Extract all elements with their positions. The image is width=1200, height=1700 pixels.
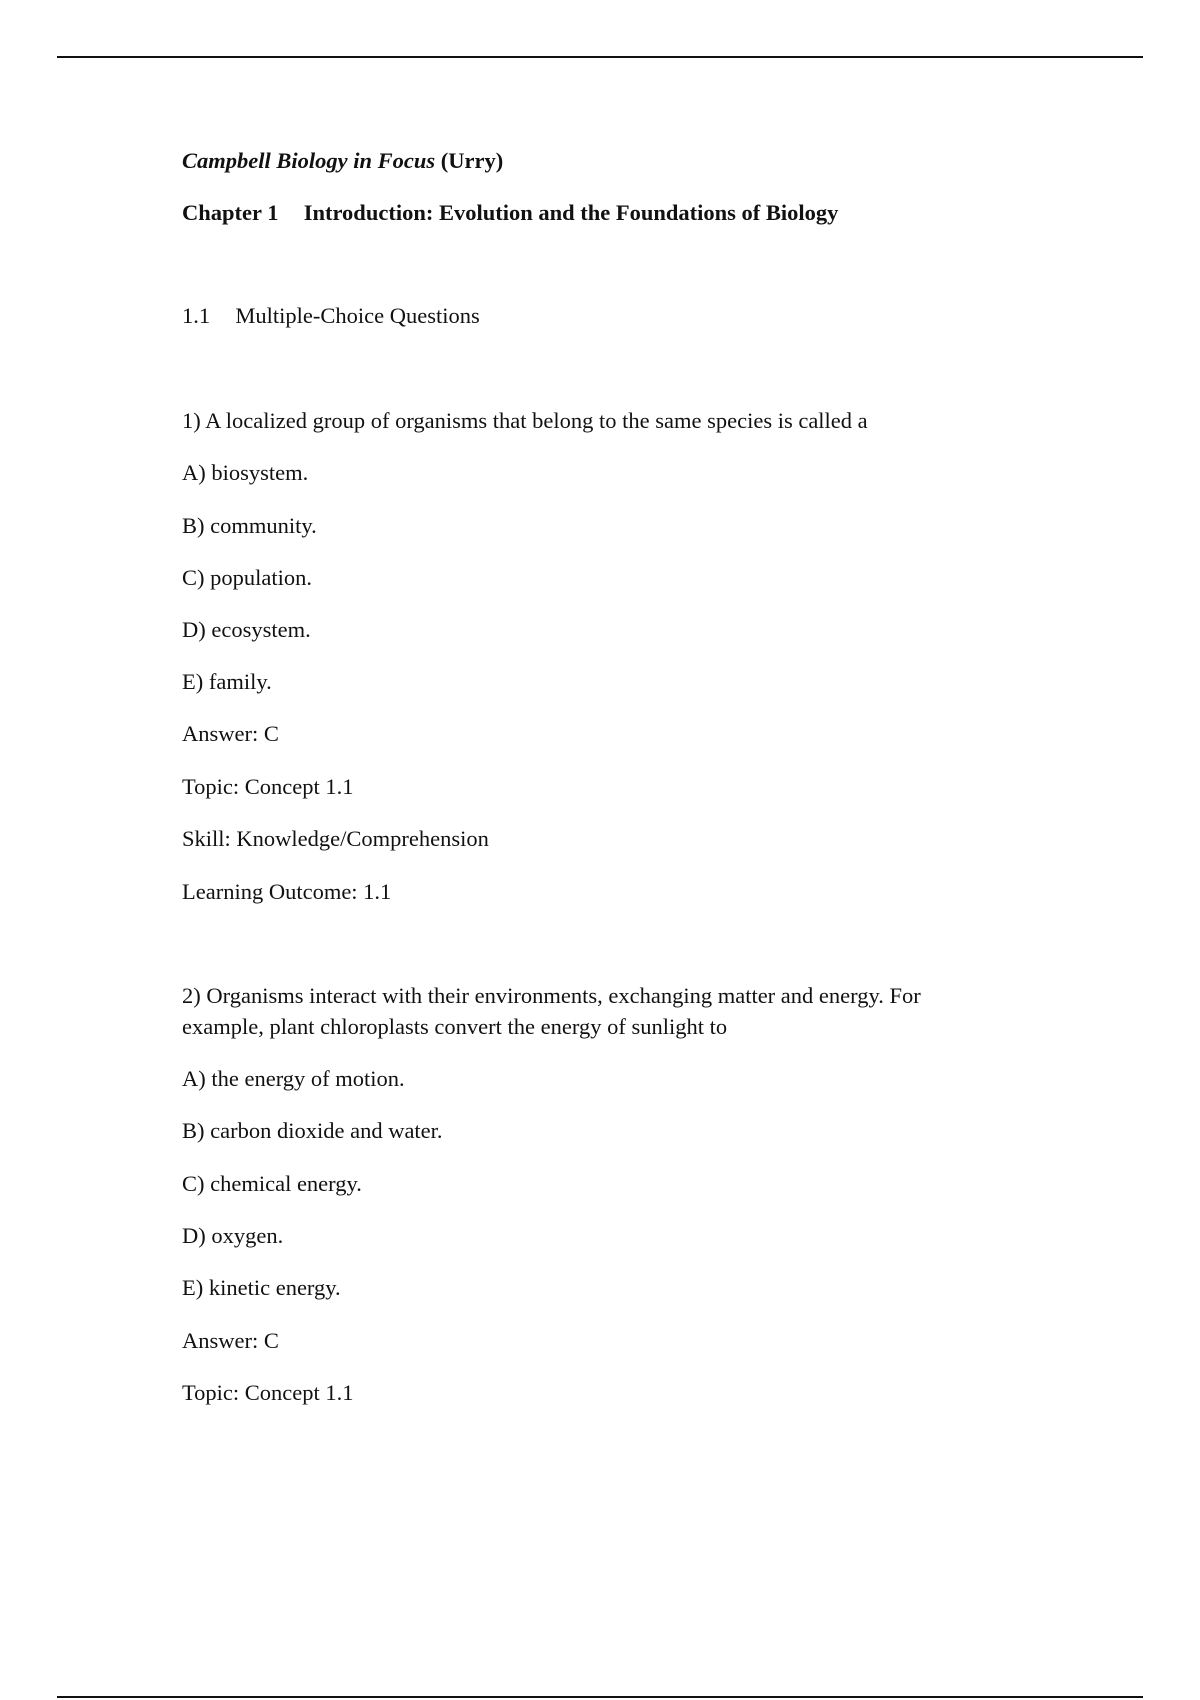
- question-1-skill: Skill: Knowledge/Comprehension: [182, 826, 489, 851]
- question-2-option-b: B) carbon dioxide and water.: [182, 1118, 443, 1143]
- question-2-answer: Answer: C: [182, 1328, 279, 1353]
- book-title: Campbell Biology in Focus: [182, 148, 436, 173]
- section-title: Multiple-Choice Questions: [235, 303, 480, 328]
- question-2-topic: Topic: Concept 1.1: [182, 1380, 354, 1405]
- question-2-stem: 2) Organisms interact with their environments, exchanging matter and energy. For example, plant chloroplasts convert the energy of sunlight to: [182, 983, 921, 1039]
- book-author: (Urry): [440, 148, 504, 173]
- section-number: 1.1: [182, 303, 211, 328]
- question-2-option-c: C) chemical energy.: [182, 1171, 362, 1196]
- chapter-title: Introduction: Evolution and the Foundations of Biology: [303, 200, 839, 225]
- question-1-option-a: A) biosystem.: [182, 460, 309, 485]
- question-1-topic: Topic: Concept 1.1: [182, 774, 354, 799]
- question-2-option-e: E) kinetic energy.: [182, 1275, 341, 1300]
- chapter-label: Chapter 1: [182, 200, 279, 225]
- section-heading: [182, 300, 480, 331]
- question-1-stem: 1) A localized group of organisms that belong to the same species is called a: [182, 408, 868, 433]
- question-1-answer: Answer: C: [182, 721, 279, 746]
- question-1-option-d: D) ecosystem.: [182, 617, 311, 642]
- question-2-option-d: D) oxygen.: [182, 1223, 284, 1248]
- question-2-option-a: A) the energy of motion.: [182, 1066, 405, 1091]
- chapter-heading: [182, 197, 838, 228]
- question-1-option-c: C) population.: [182, 565, 312, 590]
- top-rule: [57, 56, 1143, 58]
- bottom-rule: [57, 1696, 1143, 1698]
- question-1-option-e: E) family.: [182, 669, 272, 694]
- question-1-outcome: Learning Outcome: 1.1: [182, 879, 392, 904]
- question-1-option-b: B) community.: [182, 513, 317, 538]
- book-title-line: [182, 145, 503, 176]
